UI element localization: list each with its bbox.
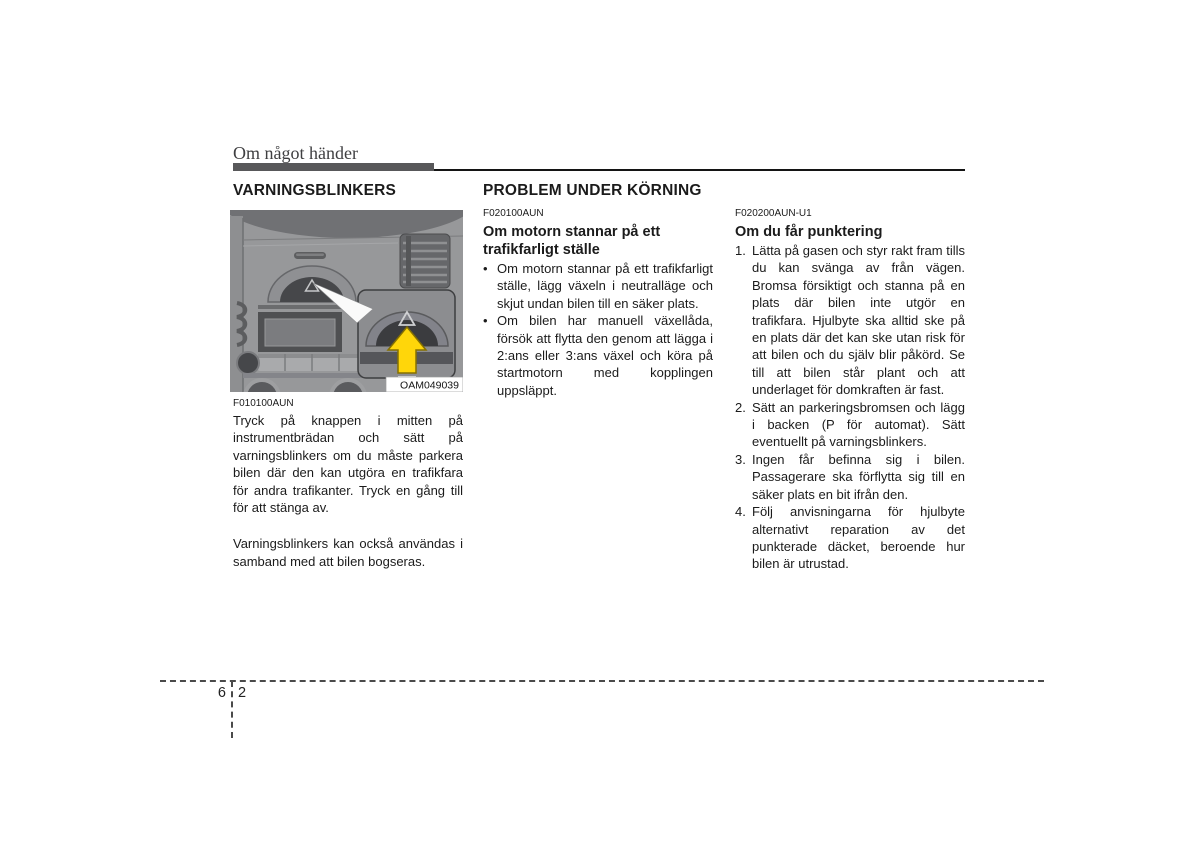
number-marker: 1. [735, 243, 746, 258]
footer-divider [160, 680, 1044, 682]
body-paragraph: Tryck på knappen i mitten på instrumentbrädan och sätt på varningsblinkers om du måste parkera bilen där den kan utgöra en trafikfara för andra trafikanter. Tryck en gång till för att stänga av. [233, 413, 463, 516]
subsection-heading: Om motorn stannar på ett trafikfarligt ställe [483, 224, 661, 258]
number-marker: 4. [735, 504, 746, 520]
footer-gutter-line [231, 681, 233, 738]
item-text: Följ anvisningarna för hjulbyte alternativt reparation av det punkterade däcket, beroende hur bilen är utrustad. [752, 504, 965, 572]
chapter-title: Om något händer [233, 143, 358, 163]
item-text: Om bilen har manuell växellåda, försök att flytta den genom att lägga i 2:ans eller 3:ans växel och köra på startmotorn med kopplingen uppsläppt. [497, 313, 713, 398]
column-punktering [735, 181, 965, 573]
bullet-marker: • [483, 261, 488, 276]
section-code: F010100AUN [233, 398, 294, 409]
column-problem-under-korning [483, 181, 713, 399]
number-marker: 2. [735, 399, 746, 415]
bullet-list [483, 260, 713, 399]
header-accent-bar [233, 163, 434, 171]
dashboard-illustration [230, 210, 463, 392]
item-text: Ingen får befinna sig i bilen. Passagerare ska förflytta sig till en säker plats en bit ifrån den. [752, 451, 965, 502]
numbered-list [735, 242, 965, 573]
section-code: F020100AUN [483, 208, 544, 219]
column-varningsblinkers [233, 181, 463, 570]
item-text: Lätta på gasen och styr rakt fram tills du kan svänga av från vägen. Bromsa försiktigt och stanna på en plats där bilen inte utgör en trafikfara. Hjulbyte ska alltid ske på en plats där det kan ske utan risk för att bilen och du själv blir påkörd. Se till att bilen står plant och att underlaget för domkraften är fast. [752, 243, 965, 398]
bullet-marker: • [483, 313, 488, 329]
footer-page-number: 2 [238, 685, 247, 701]
section-heading-varningsblinkers: VARNINGSBLINKERS [233, 182, 397, 199]
list-item [483, 260, 713, 312]
item-text: Om motorn stannar på ett trafikfarligt ställe, lägg växeln i neutralläge och skjut undan bilen till en säker plats. [497, 261, 713, 311]
callout-inset [358, 290, 455, 379]
list-item [735, 503, 965, 573]
air-vent [400, 234, 450, 288]
section-heading-problem: PROBLEM UNDER KÖRNING [483, 182, 702, 199]
list-item [735, 399, 965, 451]
list-item [483, 312, 713, 399]
footer-chapter-number: 6 [217, 685, 226, 701]
item-text: Sätt an parkeringsbromsen och lägg i backen (P för automat). Sätt eventuellt på varningsblinkers. [752, 399, 965, 450]
list-item [735, 451, 965, 503]
body-paragraph: Varningsblinkers kan också användas i samband med att bilen bogseras. [233, 536, 463, 569]
dashboard-image [230, 210, 463, 392]
list-item [735, 242, 965, 399]
section-code: F020200AUN-U1 [735, 208, 812, 219]
number-marker: 3. [735, 451, 746, 467]
image-code-label: OAM049039 [400, 379, 459, 392]
subsection-heading: Om du får punktering [735, 224, 883, 240]
